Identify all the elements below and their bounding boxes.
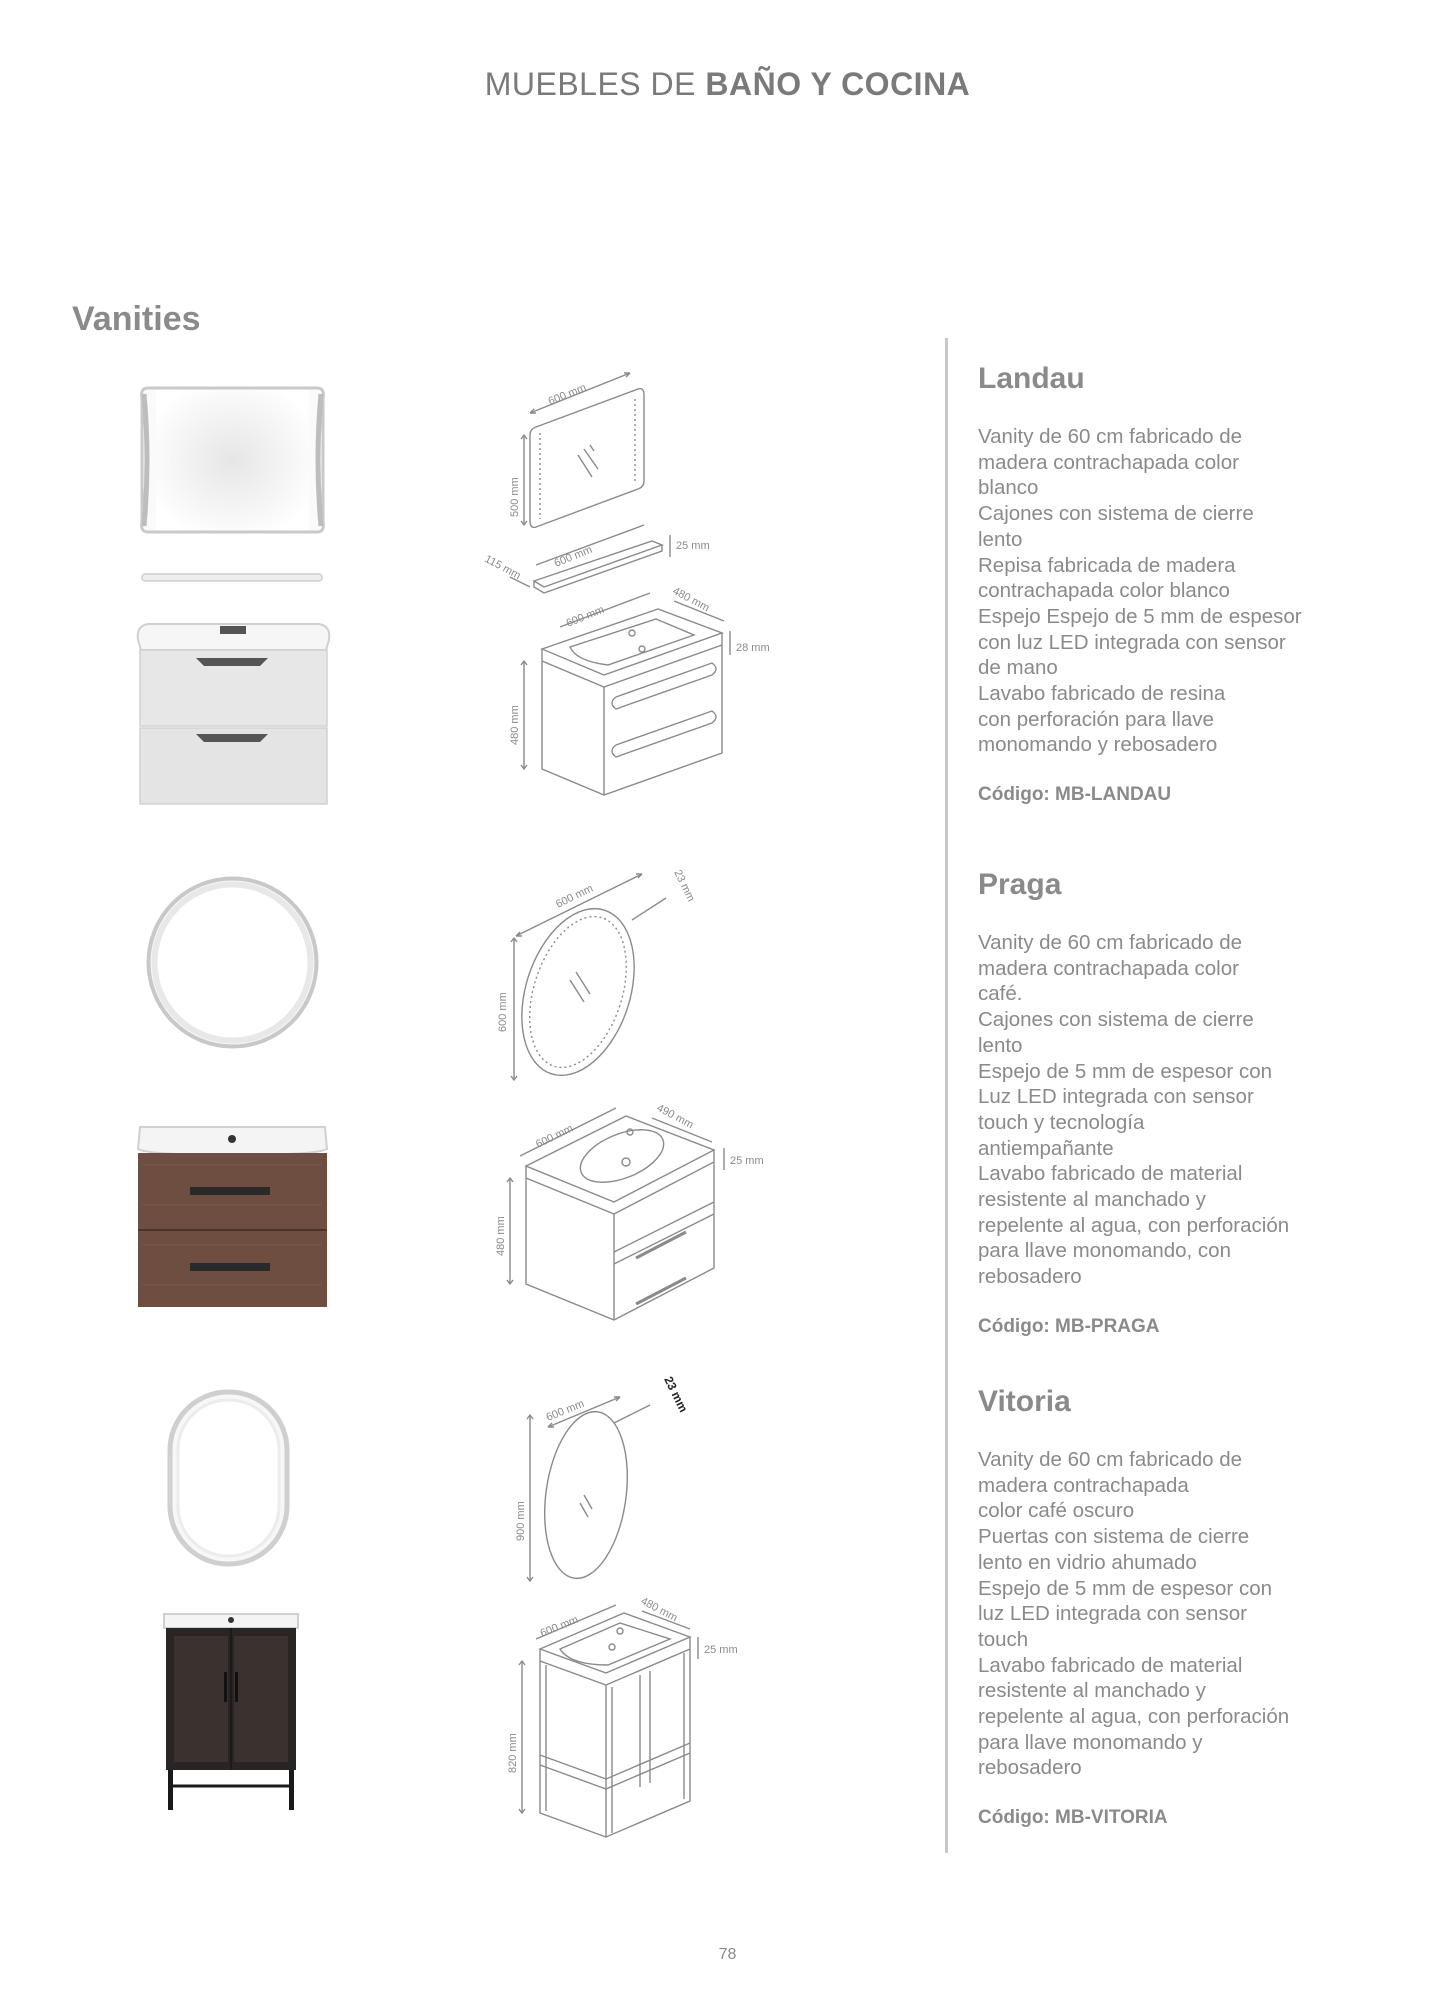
desc-line: Espejo Espejo de 5 mm de espesor <box>978 604 1302 628</box>
section-title: Vanities <box>72 300 201 338</box>
product-description <box>978 424 1338 758</box>
praga-dim-basin-d: 490 mm <box>654 1102 696 1132</box>
header-light: MUEBLES DE <box>484 66 706 102</box>
product-name: Vitoria <box>978 1385 1071 1418</box>
product-description <box>978 930 1338 1290</box>
desc-line: luz LED integrada con sensor <box>978 1602 1247 1626</box>
praga-dim-basin-w: 600 mm <box>534 1122 576 1151</box>
landau-dim-shelf-t: 25 mm <box>676 540 710 552</box>
vitoria-dim-mirror-t: 23 mm <box>661 1374 691 1415</box>
desc-line: rebosadero <box>978 1265 1082 1289</box>
praga-technical-drawing <box>480 860 810 1330</box>
praga-mirror-photo <box>145 875 320 1050</box>
desc-line: lento <box>978 1033 1023 1057</box>
desc-line: madera contrachapada color <box>978 450 1239 474</box>
landau-dim-basin-d: 480 mm <box>670 585 712 615</box>
desc-line: Lavabo fabricado de resina <box>978 682 1226 706</box>
desc-line: madera contrachapada color <box>978 956 1239 980</box>
desc-line: Luz LED integrada con sensor <box>978 1085 1254 1109</box>
desc-line: rebosadero <box>978 1756 1082 1780</box>
desc-line: touch <box>978 1627 1029 1651</box>
landau-dim-mirror-w: 600 mm <box>546 381 588 408</box>
column-divider <box>945 338 948 1853</box>
vitoria-dim-basin-w: 600 mm <box>538 1613 580 1640</box>
praga-dim-mirror-h: 600 mm <box>497 992 509 1032</box>
desc-line: Espejo de 5 mm de espesor con <box>978 1059 1272 1083</box>
page-header <box>0 66 1455 103</box>
praga-dim-mirror-t: 23 mm <box>671 868 697 904</box>
landau-dim-basin-t: 28 mm <box>736 642 770 654</box>
landau-mirror-photo <box>140 384 325 536</box>
desc-line: café. <box>978 982 1023 1006</box>
landau-dim-basin-w: 600 mm <box>564 603 606 630</box>
desc-line: contrachapada color blanco <box>978 579 1230 603</box>
header-bold: BAÑO Y COCINA <box>705 66 971 102</box>
praga-dim-basin-t: 25 mm <box>730 1155 764 1167</box>
desc-line: lento <box>978 527 1023 551</box>
product-code: Código: MB-PRAGA <box>978 1315 1160 1337</box>
desc-line: con perforación para llave <box>978 707 1214 731</box>
vitoria-dim-basin-d: 480 mm <box>638 1595 680 1625</box>
praga-dim-mirror-w: 600 mm <box>554 882 596 911</box>
landau-cabinet-photo <box>136 622 331 806</box>
landau-dim-mirror-h: 500 mm <box>509 477 521 517</box>
desc-line: con luz LED integrada con sensor <box>978 630 1286 654</box>
praga-cabinet-photo <box>136 1125 329 1309</box>
desc-line: lento en vidrio ahumado <box>978 1550 1197 1574</box>
vitoria-dim-basin-t: 25 mm <box>704 1644 738 1656</box>
product-praga <box>978 868 1338 1338</box>
vitoria-mirror-photo <box>166 1388 291 1568</box>
landau-dim-shelf-d: 115 mm <box>482 553 523 582</box>
desc-line: Vanity de 60 cm fabricado de <box>978 931 1242 954</box>
landau-shelf-photo <box>142 572 322 584</box>
desc-line: Vanity de 60 cm fabricado de <box>978 425 1242 448</box>
vitoria-cabinet-photo <box>162 1612 300 1812</box>
desc-line: madera contrachapada <box>978 1473 1189 1497</box>
praga-dim-cab-h: 480 mm <box>495 1216 507 1256</box>
desc-line: Vanity de 60 cm fabricado de <box>978 1448 1242 1471</box>
desc-line: repelente al agua, con perforación <box>978 1213 1290 1237</box>
desc-line: Cajones con sistema de cierre <box>978 502 1254 526</box>
desc-line: Puertas con sistema de cierre <box>978 1525 1250 1549</box>
desc-line: touch y tecnología <box>978 1110 1145 1134</box>
desc-line: monomando y rebosadero <box>978 733 1218 757</box>
vitoria-technical-drawing <box>500 1375 800 1835</box>
vitoria-dim-cab-h: 820 mm <box>507 1733 519 1773</box>
desc-line: Lavabo fabricado de material <box>978 1653 1243 1677</box>
desc-line: antiempañante <box>978 1136 1114 1160</box>
desc-line: color café oscuro <box>978 1499 1135 1523</box>
landau-technical-drawing <box>480 365 810 815</box>
vitoria-dim-mirror-h: 900 mm <box>515 1501 527 1541</box>
product-description <box>978 1447 1338 1781</box>
product-vitoria <box>978 1385 1338 1829</box>
product-landau <box>978 362 1338 806</box>
page-number: 78 <box>718 1946 737 1963</box>
desc-line: Espejo de 5 mm de espesor con <box>978 1576 1272 1600</box>
product-name: Praga <box>978 868 1062 901</box>
desc-line: para llave monomando y <box>978 1730 1203 1754</box>
desc-line: repelente al agua, con perforación <box>978 1705 1290 1729</box>
product-code: Código: MB-LANDAU <box>978 784 1172 806</box>
desc-line: Cajones con sistema de cierre <box>978 1008 1254 1032</box>
desc-line: resistente al manchado y <box>978 1188 1206 1212</box>
landau-dim-shelf-w: 600 mm <box>552 543 594 570</box>
product-name: Landau <box>978 362 1085 395</box>
vitoria-dim-mirror-w: 600 mm <box>544 1397 586 1424</box>
desc-line: Lavabo fabricado de material <box>978 1162 1243 1186</box>
desc-line: de mano <box>978 656 1058 680</box>
desc-line: resistente al manchado y <box>978 1679 1206 1703</box>
desc-line: blanco <box>978 476 1039 500</box>
landau-dim-cab-h: 480 mm <box>509 705 521 745</box>
desc-line: Repisa fabricada de madera <box>978 553 1236 577</box>
product-code: Código: MB-VITORIA <box>978 1807 1168 1829</box>
desc-line: para llave monomando, con <box>978 1239 1231 1263</box>
